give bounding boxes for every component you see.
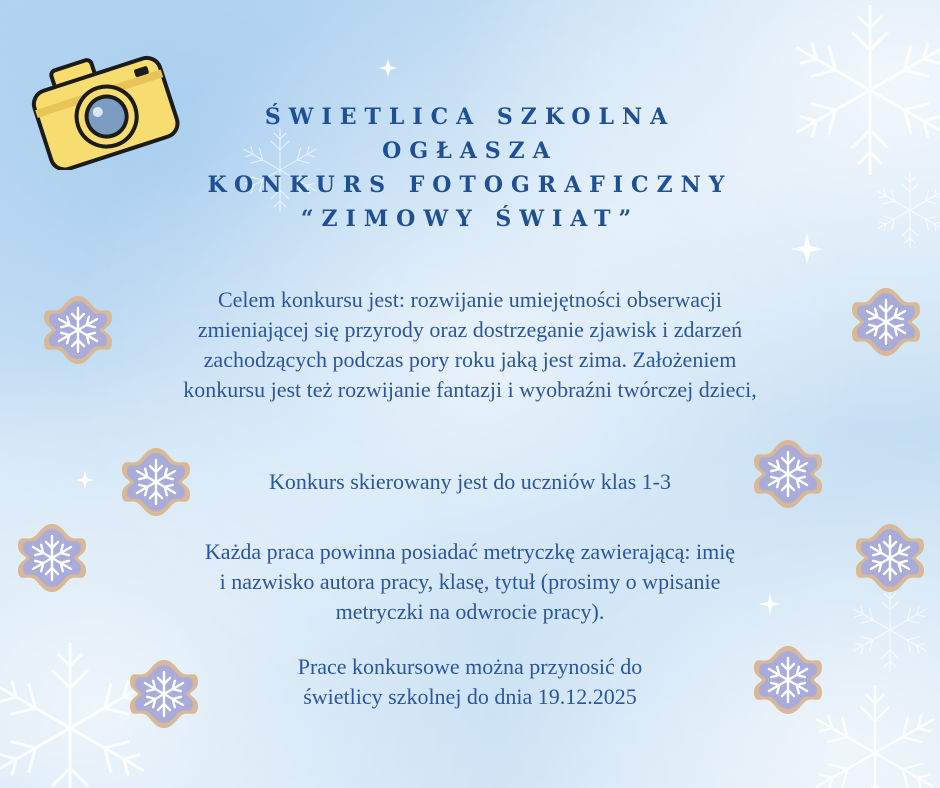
- requirements-line-3: metryczki na odwrocie pracy).: [335, 599, 605, 624]
- title-line-4: “ZIMOWY ŚWIAT”: [300, 206, 640, 232]
- snowflake-cookie-icon: [750, 642, 826, 718]
- requirements-line-2: i nazwisko autora pracy, klasę, tytuł (prosimy o wpisanie: [219, 569, 721, 594]
- aim-line-4: konkursu jest też rozwijanie fantazji i wyobraźni twórczej dzieci,: [183, 377, 757, 402]
- title-block: [0, 100, 940, 236]
- snowflake-cookie-icon: [852, 520, 928, 596]
- snowflake-cookie-icon: [118, 444, 194, 520]
- sparkle-icon: [378, 58, 398, 78]
- sparkle-icon: [790, 232, 824, 266]
- deadline-paragraph: [100, 652, 840, 712]
- aim-line-3: zachodzących podczas pory roku jaką jest zima. Założeniem: [203, 347, 737, 372]
- audience-paragraph: Konkurs skierowany jest do uczniów klas 1-3: [268, 469, 672, 494]
- title-line-3: KONKURS FOTOGRAFICZNY: [207, 172, 733, 198]
- requirements-paragraph: [100, 537, 840, 627]
- snowflake-cookie-icon: [750, 436, 826, 512]
- aim-line-2: zmieniającej się przyrody oraz dostrzeganie zjawisk i zdarzeń: [197, 317, 743, 342]
- title-line-2: OGŁASZA: [382, 138, 558, 164]
- snowflake-cookie-icon: [126, 656, 202, 732]
- deadline-line-1: Prace konkursowe można przynosić do: [297, 654, 643, 679]
- aim-paragraph: [100, 285, 840, 405]
- requirements-line-1: Każda praca powinna posiadać metryczkę zawierającą: imię: [204, 539, 736, 564]
- snowflake-cookie-icon: [848, 284, 924, 360]
- title-line-1: ŚWIETLICA SZKOLNA: [264, 104, 676, 130]
- snowflake-cookie-icon: [14, 520, 90, 596]
- deadline-line-2: świetlicy szkolnej do dnia 19.12.2025: [303, 684, 637, 709]
- snowflake-cookie-icon: [40, 292, 116, 368]
- aim-line-1: Celem konkursu jest: rozwijanie umiejętności obserwacji: [217, 287, 723, 312]
- sparkle-icon: [75, 470, 95, 490]
